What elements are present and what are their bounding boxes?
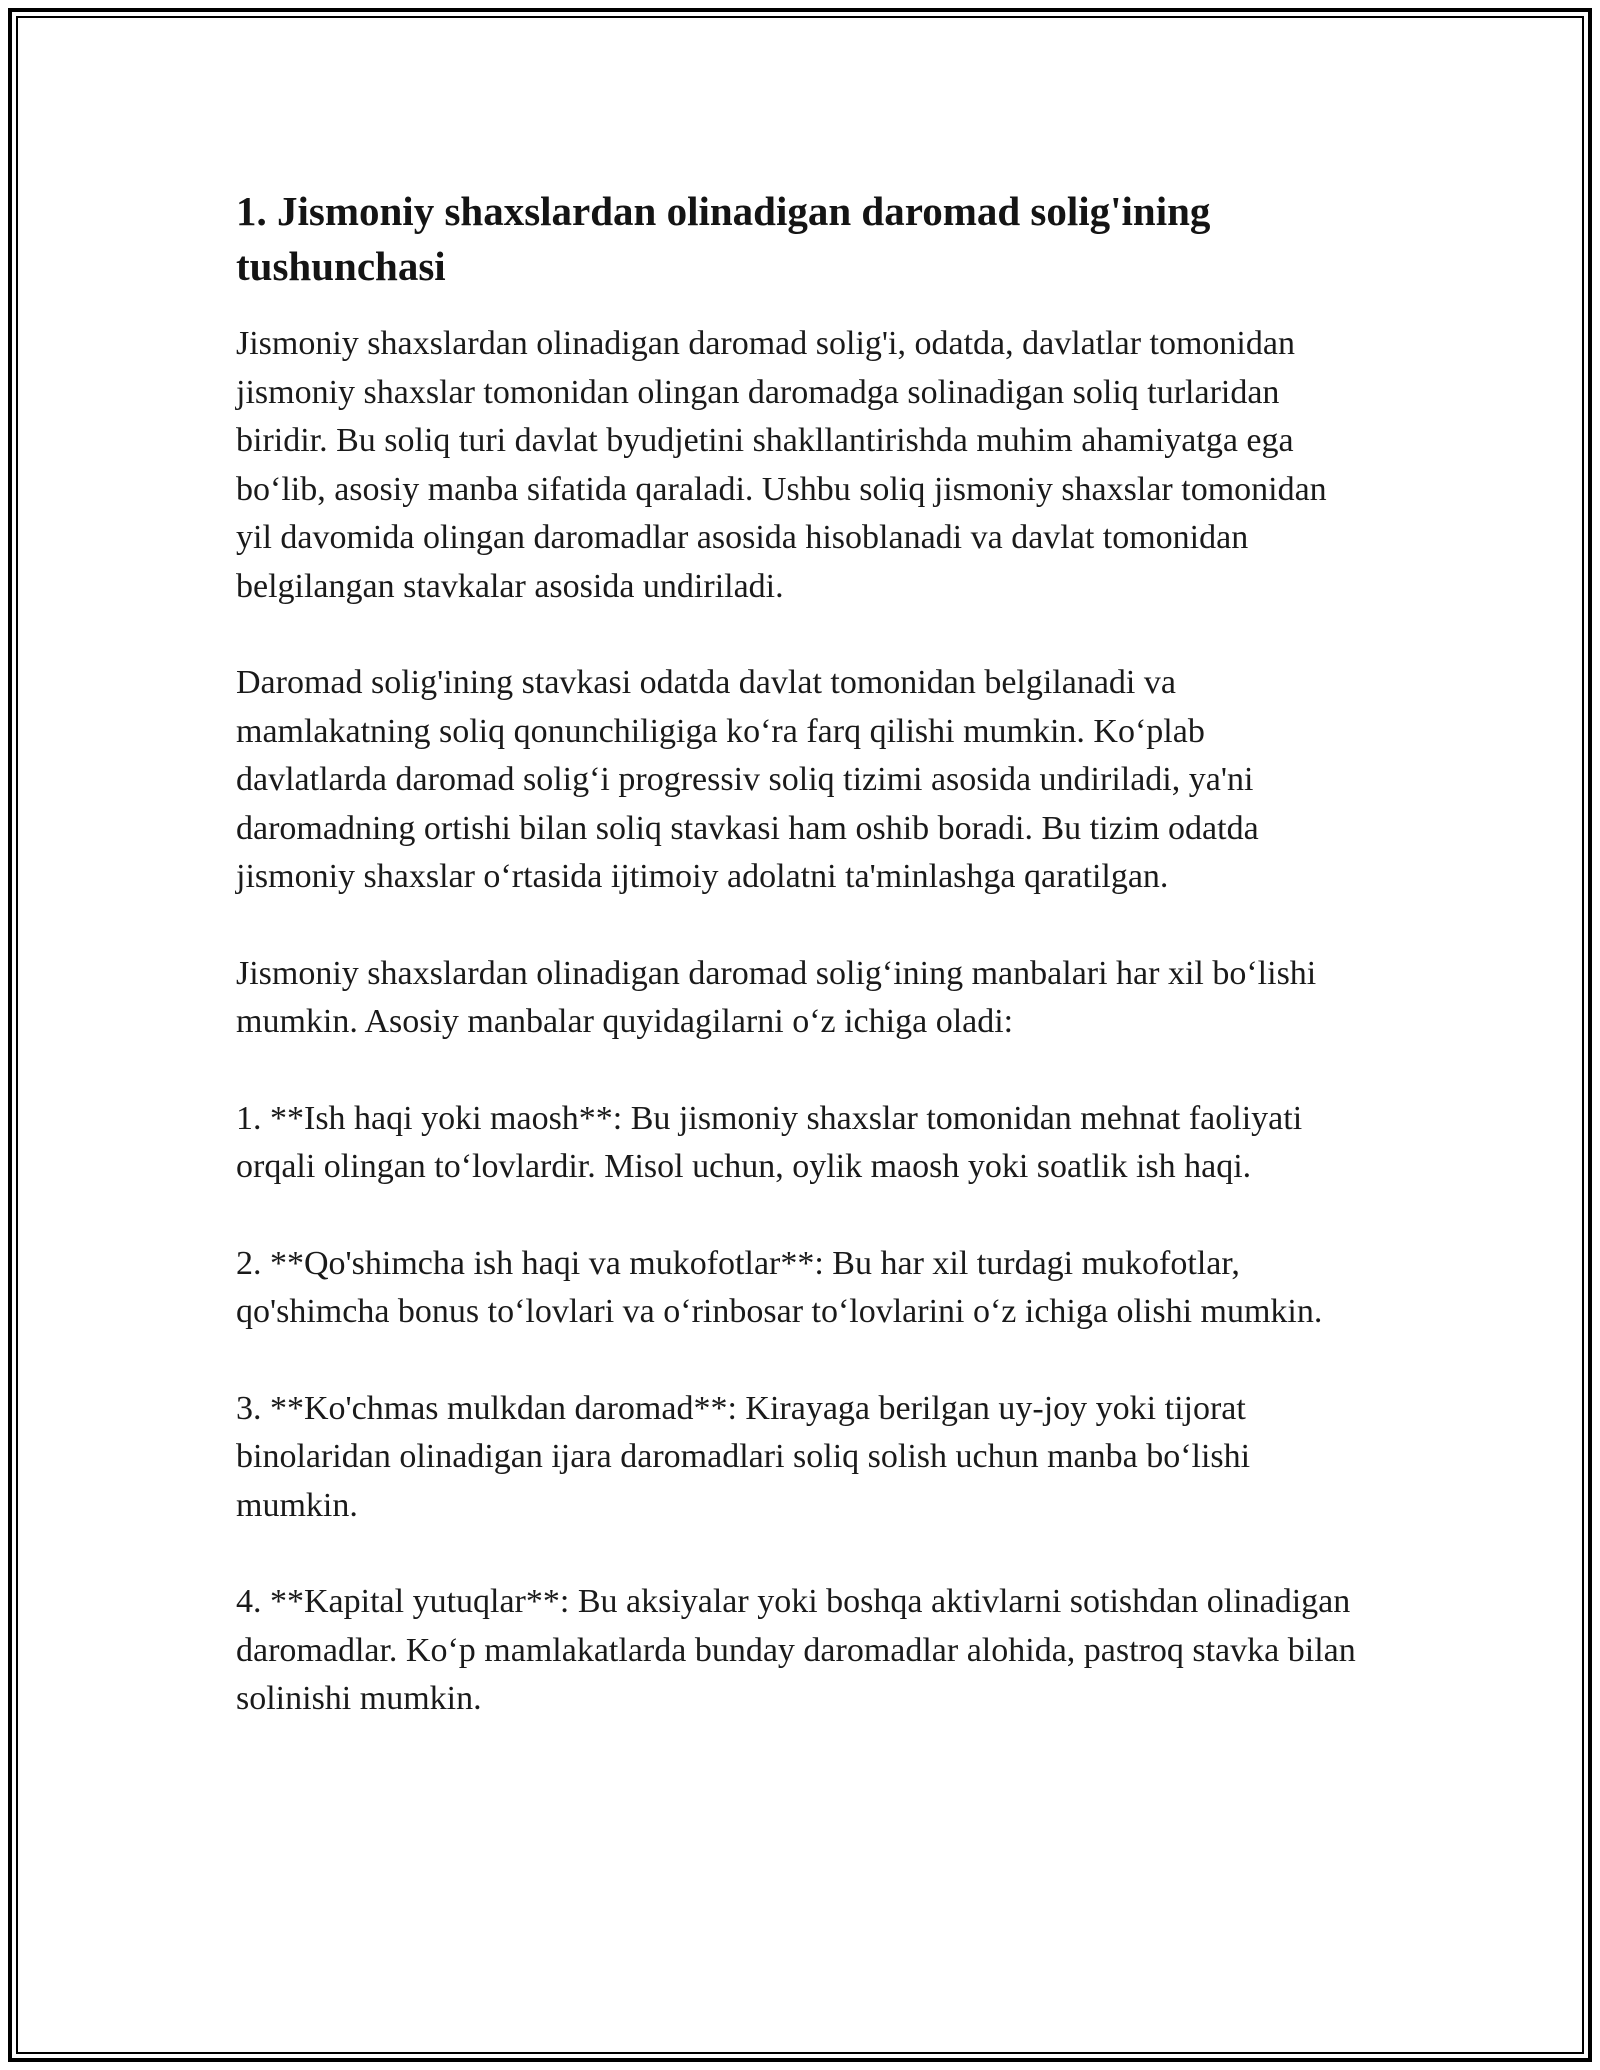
paragraph-sources-intro: Jismoniy shaxslardan olinadigan daromad soligʻining manbalari har xil boʻlishi mumkin. Asosiy manbalar quyidagilarni oʻz ichiga oladi: (236, 954, 1317, 1040)
document-body (236, 184, 1364, 1772)
paragraph-definition: Jismoniy shaxslardan olinadigan daromad solig'i, odatda, davlatlar tomonidan jismoniy shaxslar tomonidan olingan daromadga solinadigan soliq turlaridan biridir. Bu soliq turi davlat byudjetini shakllantirishda muhim ahamiyatga ega boʻlib, asosiy manba sifatida qaraladi. Ushbu soliq jismoniy shaxslar tomonidan yil davomida olingan daromadlar asosida hisoblanadi va davlat tomonidan belgilangan stavkalar asosida undiriladi. (236, 325, 1327, 605)
list-item-bonuses: 2. **Qo'shimcha ish haqi va mukofotlar**: Bu har xil turdagi mukofotlar, qo'shimcha bonus toʻlovlari va oʻrinbosar toʻlovlarini oʻz ichiga olishi mumkin. (236, 1244, 1323, 1330)
list-item-capital-gains: 4. **Kapital yutuqlar**: Bu aksiyalar yoki boshqa aktivlarni sotishdan olinadigan daromadlar. Koʻp mamlakatlarda bunday daromadlar alohida, pastroq stavka bilan solinishi mumkin. (236, 1583, 1356, 1717)
paragraph-tax-rate: Daromad solig'ining stavkasi odatda davlat tomonidan belgilanadi va mamlakatning soliq qonunchiligiga koʻra farq qilishi mumkin. Koʻplab davlatlarda daromad soligʻi progressiv soliq tizimi asosida undiriladi, ya'ni daromadning ortishi bilan soliq stavkasi ham oshib boradi. Bu tizim odatda jismoniy shaxslar oʻrtasida ijtimoiy adolatni ta'minlashga qaratilgan. (236, 664, 1259, 895)
section-heading: 1. Jismoniy shaxslardan olinadigan daromad solig'ining tushunchasi (236, 188, 1211, 289)
list-item-salary: 1. **Ish haqi yoki maosh**: Bu jismoniy shaxslar tomonidan mehnat faoliyati orqali olingan toʻlovlardir. Misol uchun, oylik maosh yoki soatlik ish haqi. (236, 1099, 1303, 1185)
list-item-real-estate: 3. **Ko'chmas mulkdan daromad**: Kirayaga berilgan uy-joy yoki tijorat binolaridan olinadigan ijara daromadlari soliq solish uchun manba boʻlishi mumkin. (236, 1389, 1251, 1524)
